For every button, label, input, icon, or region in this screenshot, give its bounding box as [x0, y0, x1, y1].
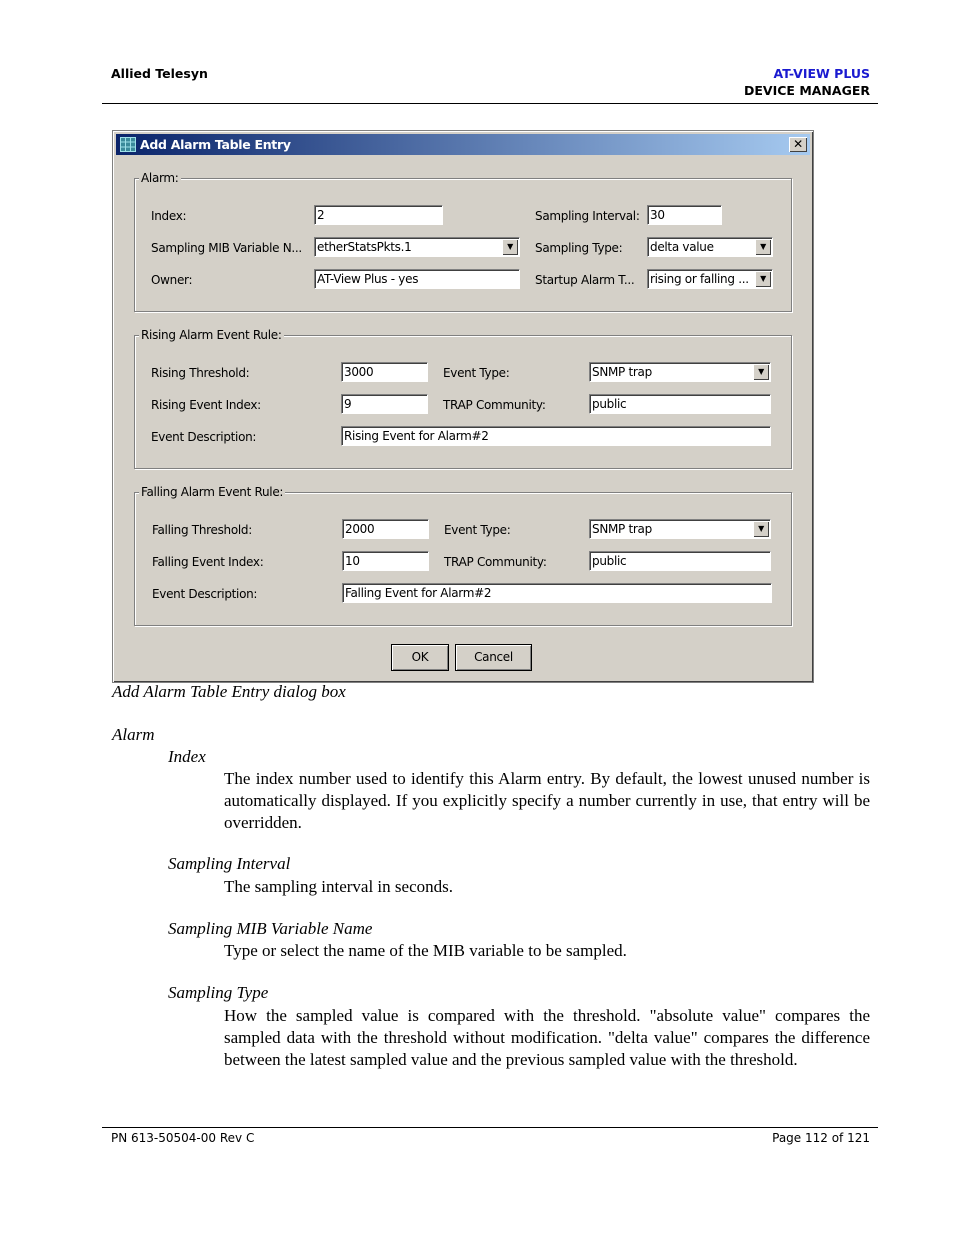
- falling-event-type-label: Event Type:: [444, 523, 511, 537]
- falling-event-type-value: SNMP trap: [592, 522, 652, 536]
- ok-button[interactable]: OK: [391, 644, 449, 671]
- owner-label: Owner:: [151, 273, 193, 287]
- sampling-type-label: Sampling Type:: [535, 241, 623, 255]
- cancel-button[interactable]: Cancel: [455, 644, 532, 671]
- term-sampling-interval: Sampling Interval: [168, 854, 291, 873]
- chevron-down-icon[interactable]: ▼: [755, 271, 771, 287]
- dialog-titlebar: [116, 134, 810, 155]
- desc-sampling-interval: The sampling interval in seconds.: [224, 877, 453, 896]
- rising-trap-community-label: TRAP Community:: [443, 398, 546, 412]
- chevron-down-icon[interactable]: ▼: [753, 364, 769, 380]
- falling-event-type-select[interactable]: [589, 519, 771, 539]
- close-icon[interactable]: ✕: [789, 137, 807, 152]
- mib-variable-label: Sampling MIB Variable N...: [151, 241, 302, 255]
- sampling-interval-label: Sampling Interval:: [535, 209, 640, 223]
- falling-description-label: Event Description:: [152, 587, 258, 601]
- footer-divider: [102, 1127, 878, 1128]
- add-alarm-dialog: [112, 130, 814, 683]
- header-divider: [102, 103, 878, 104]
- footer-part-number: PN 613-50504-00 Rev C: [111, 1131, 255, 1145]
- rising-event-index-label: Rising Event Index:: [151, 398, 261, 412]
- rising-rule-legend: Rising Alarm Event Rule:: [141, 328, 282, 342]
- sampling-type-select[interactable]: [647, 237, 773, 257]
- falling-threshold-label: Falling Threshold:: [152, 523, 252, 537]
- index-input[interactable]: 2: [314, 205, 443, 225]
- falling-threshold-input[interactable]: 2000: [342, 519, 429, 539]
- table-grid-icon: [120, 137, 136, 152]
- falling-trap-community-label: TRAP Community:: [444, 555, 547, 569]
- startup-alarm-label: Startup Alarm T...: [535, 273, 635, 287]
- rising-event-type-select[interactable]: [589, 362, 771, 382]
- falling-event-index-label: Falling Event Index:: [152, 555, 264, 569]
- header-product: AT-VIEW PLUS: [773, 66, 870, 81]
- rising-trap-community-input[interactable]: public: [589, 394, 771, 414]
- chevron-down-icon[interactable]: ▼: [502, 239, 518, 255]
- section-title: Alarm: [112, 725, 155, 744]
- desc-mib-variable: Type or select the name of the MIB variable to be sampled.: [224, 941, 627, 960]
- falling-event-index-input[interactable]: 10: [342, 551, 429, 571]
- rising-description-input[interactable]: Rising Event for Alarm#2: [341, 426, 771, 446]
- alarm-group-legend: Alarm:: [141, 171, 179, 185]
- chevron-down-icon[interactable]: ▼: [755, 239, 771, 255]
- startup-alarm-select[interactable]: [647, 269, 773, 289]
- rising-threshold-label: Rising Threshold:: [151, 366, 250, 380]
- rising-description-label: Event Description:: [151, 430, 257, 444]
- falling-trap-community-input[interactable]: public: [589, 551, 771, 571]
- mib-variable-select[interactable]: [314, 237, 520, 257]
- startup-alarm-value: rising or falling ...: [650, 272, 749, 286]
- rising-threshold-input[interactable]: 3000: [341, 362, 428, 382]
- term-mib-variable: Sampling MIB Variable Name: [168, 919, 373, 938]
- owner-input[interactable]: AT-View Plus - yes: [314, 269, 520, 289]
- falling-rule-legend: Falling Alarm Event Rule:: [141, 485, 284, 499]
- sampling-interval-input[interactable]: 30: [647, 205, 722, 225]
- footer-page-number: Page 112 of 121: [772, 1131, 870, 1145]
- header-section: DEVICE MANAGER: [744, 83, 870, 98]
- term-index: Index: [168, 747, 206, 766]
- desc-sampling-type: How the sampled value is compared with the threshold. "absolute value" compares the sampled data with the threshold without modification. "delta value" compares the difference between the latest sampled value and the previous sampled value with the threshold.: [224, 1006, 870, 1069]
- desc-index: The index number used to identify this Alarm entry. By default, the lowest unused number is automatically displayed. If you explicitly specify a number currently in use, that entry will be overridden.: [224, 769, 870, 832]
- header-company: Allied Telesyn: [111, 66, 208, 81]
- falling-description-input[interactable]: Falling Event for Alarm#2: [342, 583, 772, 603]
- term-sampling-type: Sampling Type: [168, 983, 269, 1002]
- figure-caption: Add Alarm Table Entry dialog box: [112, 682, 346, 701]
- dialog-title: Add Alarm Table Entry: [140, 137, 291, 152]
- mib-variable-value: etherStatsPkts.1: [317, 240, 412, 254]
- rising-event-type-value: SNMP trap: [592, 365, 652, 379]
- rising-event-index-input[interactable]: 9: [341, 394, 428, 414]
- sampling-type-value: delta value: [650, 240, 714, 254]
- index-label: Index:: [151, 209, 187, 223]
- rising-event-type-label: Event Type:: [443, 366, 510, 380]
- chevron-down-icon[interactable]: ▼: [753, 521, 769, 537]
